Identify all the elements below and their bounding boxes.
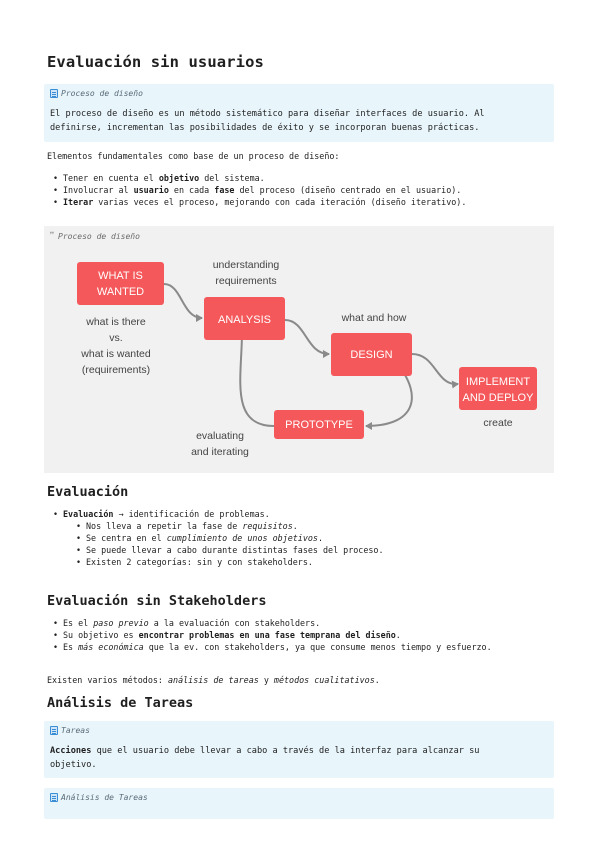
note-icon: [50, 793, 58, 802]
node-what-is-wanted: [77, 262, 164, 305]
figure-heading: Proceso de diseño: [58, 232, 140, 241]
arrow-design-implement: [412, 354, 458, 384]
label-whatis: what is there: [86, 316, 146, 328]
design-process-figure: [44, 226, 554, 473]
evaluacion-list: [52, 508, 384, 568]
arrow-analysis-design: [285, 320, 329, 354]
label-whatis-wanted: what is wanted: [81, 348, 151, 360]
callout-text: El proceso de diseño es un método sistemático para diseñar interfaces de usuario. Al definirse, incrementan las posibilidades de éxito y se incorporan buenas prácticas.: [50, 109, 485, 133]
callout-heading: Tareas: [61, 726, 90, 735]
arrow-wanted-analysis: [164, 284, 202, 318]
list-item: • Iterar varias veces el proceso, mejorando con cada iteración (diseño iterativo).: [52, 196, 466, 208]
design-process-diagram: [44, 226, 554, 473]
page-title: Evaluación sin usuarios: [47, 53, 264, 71]
stakeholders-list: [52, 617, 492, 653]
list-item: • Existen 2 categorías: sin y con stakeholders.: [75, 556, 384, 568]
list-item: • Nos lleva a repetir la fase de requisitos.: [75, 520, 384, 532]
label-vs: vs.: [109, 332, 123, 344]
list-item: • Su objetivo es encontrar problemas en una fase temprana del diseño.: [52, 629, 492, 641]
note-icon: [50, 726, 58, 735]
list-item: • Tener en cuenta el objetivo del sistema.: [52, 172, 466, 184]
callout-text: Acciones que el usuario debe llevar a cabo a través de la interfaz para alcanzar su objetivo.: [50, 746, 480, 770]
section-heading-analisis: Análisis de Tareas: [47, 695, 194, 711]
node-label: ANALYSIS: [218, 314, 271, 326]
node-label: DESIGN: [350, 349, 393, 361]
label-requirements: requirements: [215, 275, 277, 287]
evaluacion-sublist: [63, 520, 384, 568]
node-label: IMPLEMENT: [465, 376, 531, 388]
node-label: WHAT IS: [98, 270, 143, 282]
label-requirements-paren: (requirements): [81, 364, 151, 376]
label-what-and-how: what and how: [341, 312, 407, 324]
label-understanding: understanding: [212, 259, 280, 271]
callout-tareas: [44, 721, 554, 778]
node-label: AND DEPLOY: [462, 392, 534, 404]
label-iterating: and iterating: [191, 446, 249, 458]
callout-analisis-tareas: [44, 788, 554, 819]
label-create: create: [483, 417, 513, 429]
list-item: • Evaluación → identificación de problemas. • Nos lleva a repetir la fase de requisitos. • Se centra en el cumplimiento de unos objetivos. • Se puede llevar a cabo durante distintas fases del proceso. • Existen 2 categorías: sin y con stakeholders.: [52, 508, 384, 568]
callout-proceso-diseno: [44, 84, 554, 142]
node-label: WANTED: [96, 286, 145, 298]
methods-text: Existen varios métodos: análisis de tareas y métodos cualitativos.: [47, 675, 380, 685]
section-heading-stakeholders: Evaluación sin Stakeholders: [47, 593, 267, 609]
node-label: PROTOTYPE: [285, 419, 353, 431]
note-icon: [50, 89, 58, 98]
intro-text: Elementos fundamentales como base de un proceso de diseño:: [47, 151, 340, 161]
callout-heading: Análisis de Tareas: [61, 793, 148, 802]
list-item: • Se centra en el cumplimiento de unos objetivos.: [75, 532, 384, 544]
list-item: • Involucrar al usuario en cada fase del proceso (diseño centrado en el usuario).: [52, 184, 466, 196]
list-item: • Es el paso previo a la evaluación con stakeholders.: [52, 617, 492, 629]
list-item: • Se puede llevar a cabo durante distintas fases del proceso.: [75, 544, 384, 556]
label-evaluating: evaluating: [196, 430, 244, 442]
callout-heading: Proceso de diseño: [61, 89, 143, 98]
arrow-prototype-analysis: [240, 332, 274, 426]
section-heading-evaluacion: Evaluación: [47, 484, 129, 500]
quote-icon: ❞: [49, 231, 56, 242]
fundamentals-list: [52, 172, 466, 208]
list-item: • Es más económica que la ev. con stakeholders, ya que consume menos tiempo y esfuerzo.: [52, 641, 492, 653]
